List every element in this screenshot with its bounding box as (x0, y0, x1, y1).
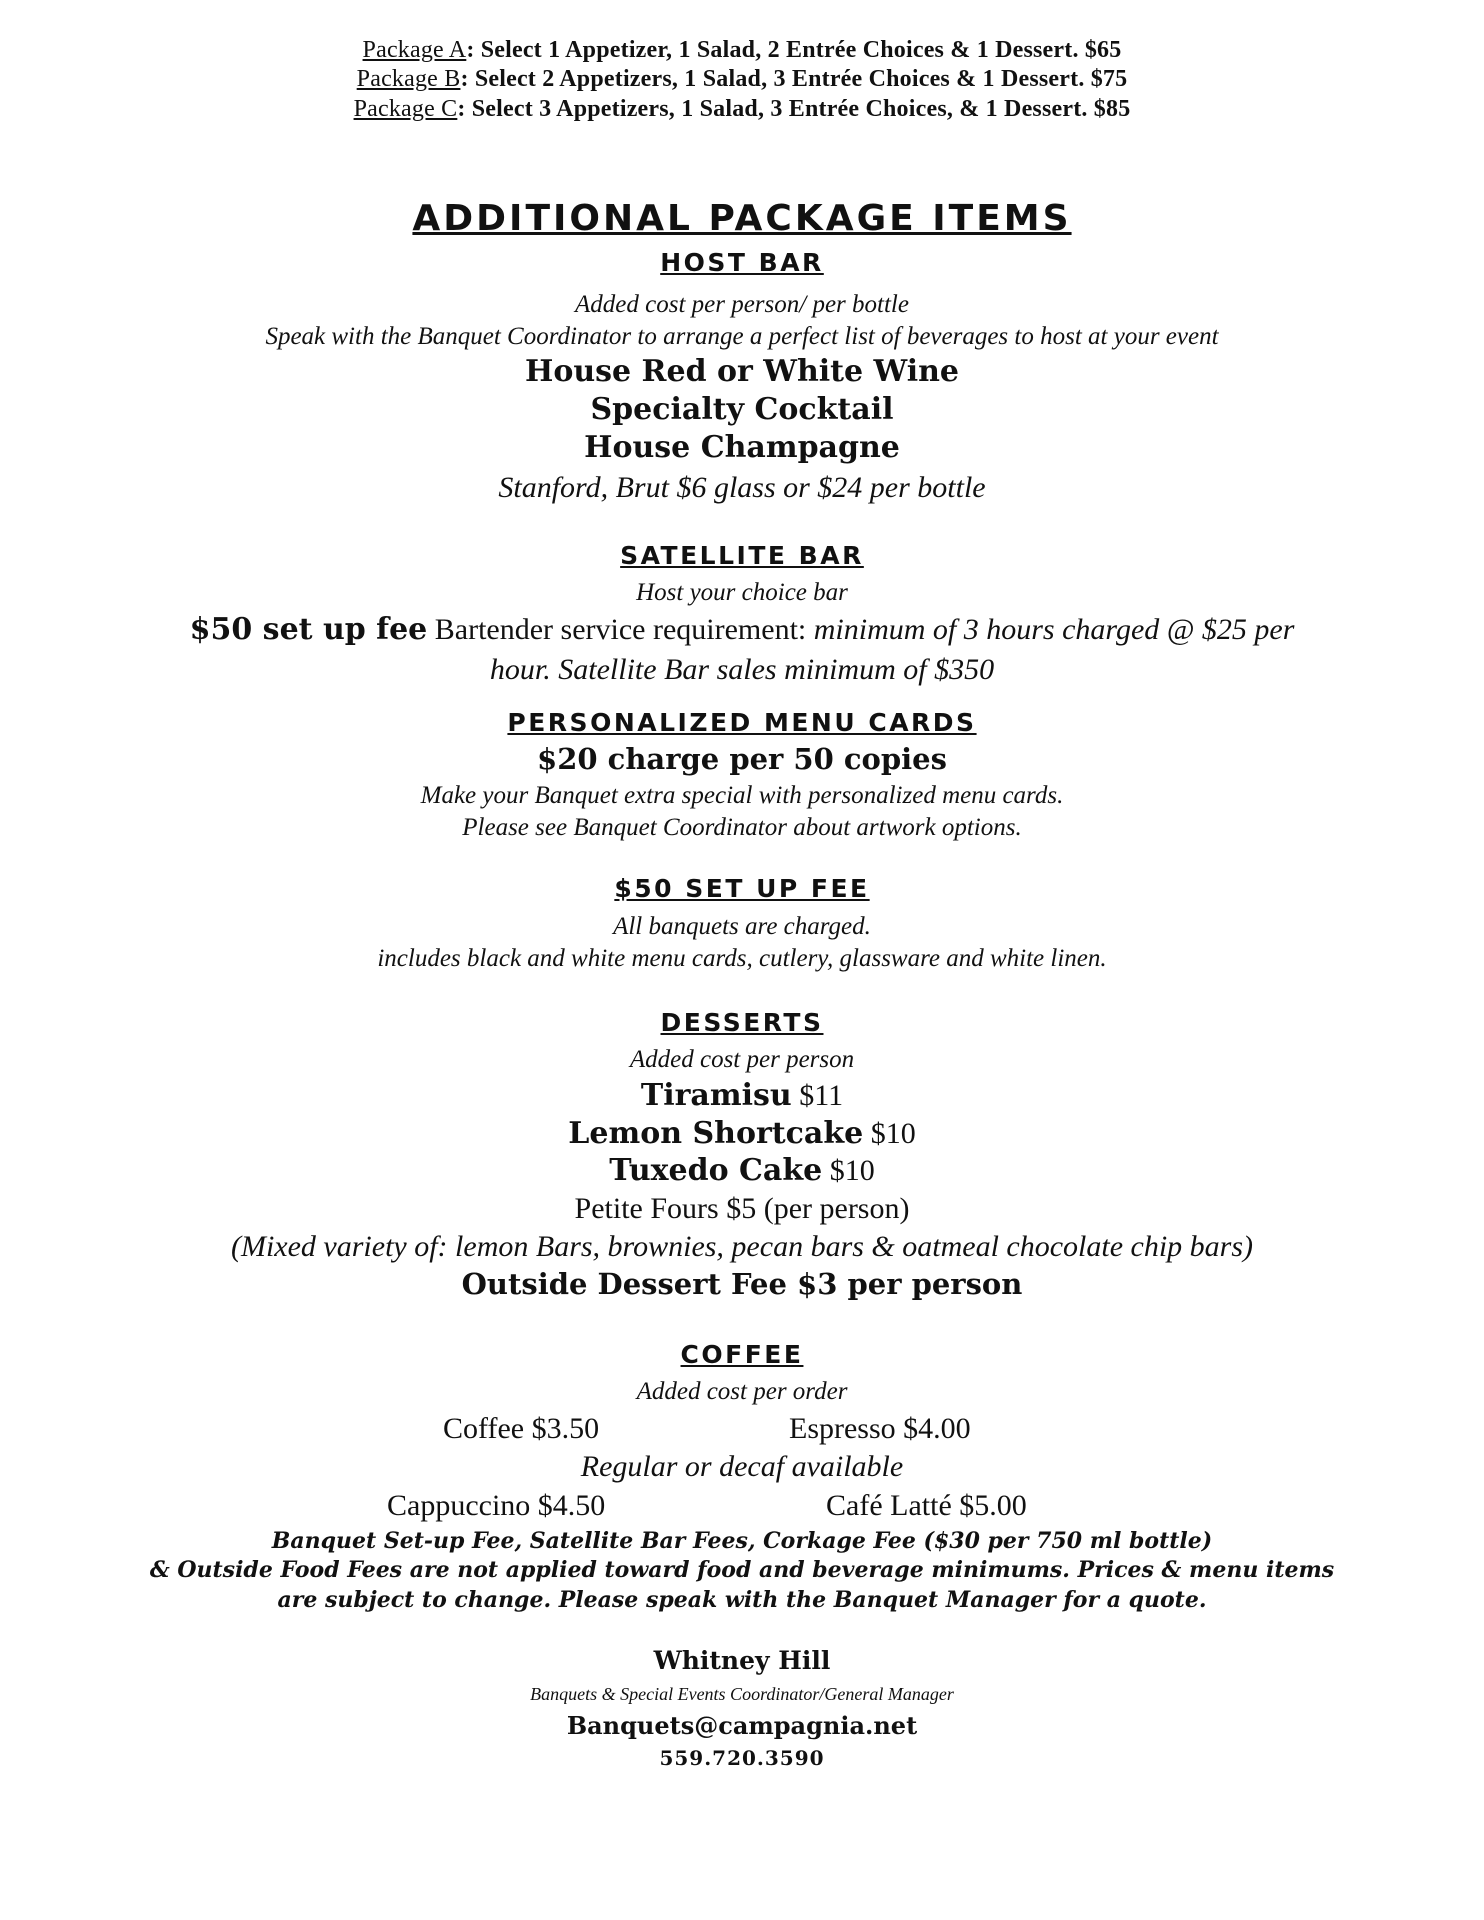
satellite-bar-fee-italic: minimum of 3 hours charged @ $25 per (813, 613, 1295, 646)
contact-phone: 559.720.3590 (659, 1746, 825, 1770)
package-a-desc: : Select 1 Appetizer, 1 Salad, 2 Entrée Choices & 1 Dessert. $65 (466, 37, 1122, 63)
coffee-note: Added cost per order (636, 1378, 848, 1405)
dessert-price: $11 (791, 1079, 844, 1112)
dessert-item-tiramisu (0, 1080, 1484, 1112)
dessert-item-tuxedo-cake (0, 1155, 1484, 1187)
satellite-bar-fee-bold: $50 set up fee (189, 612, 428, 647)
satellite-bar-note: Host your choice bar (636, 579, 848, 606)
package-c-desc: : Select 3 Appetizers, 1 Salad, 3 Entrée Choices, & 1 Dessert. $85 (457, 96, 1131, 122)
desserts-heading: DESSERTS (660, 1008, 824, 1037)
package-a-line (0, 38, 1484, 63)
setup-fee-heading: $50 SET UP FEE (614, 874, 870, 903)
setup-fee-note-2: includes black and white menu cards, cutlery, glassware and white linen. (377, 945, 1107, 972)
host-bar-item-wine: House Red or White Wine (524, 354, 960, 389)
menu-cards-note-2: Please see Banquet Coordinator about artwork options. (462, 814, 1022, 841)
package-c-line (0, 97, 1484, 122)
contact-name: Whitney Hill (653, 1646, 831, 1675)
satellite-bar-fee-line (0, 614, 1484, 646)
dessert-item-lemon-shortcake (0, 1118, 1484, 1150)
menu-cards-charge: $20 charge per 50 copies (537, 742, 947, 776)
satellite-bar-heading: SATELLITE BAR (620, 541, 864, 570)
package-a-name: Package A (362, 37, 467, 63)
host-bar-item-champagne: House Champagne (584, 430, 900, 465)
host-bar-note-2: Speak with the Banquet Coordinator to arrange a perfect list of beverages to host at your event (265, 323, 1219, 350)
fine-print-line-3: are subject to change. Please speak with the Banquet Manager for a quote. (277, 1587, 1207, 1613)
decaf-note: Regular or decaf available (580, 1450, 904, 1483)
host-bar-item-cocktail: Specialty Cocktail (590, 392, 894, 427)
fine-print-line-2: & Outside Food Fees are not applied toward food and beverage minimums. Prices & menu items (149, 1557, 1335, 1583)
satellite-bar-line-2: hour. Satellite Bar sales minimum of $350 (489, 653, 995, 686)
dessert-name: Lemon Shortcake (568, 1116, 864, 1151)
package-b-line (0, 67, 1484, 92)
petite-fours-mix: (Mixed variety of: lemon Bars, brownies, pecan bars & oatmeal chocolate chip bars) (230, 1230, 1254, 1263)
dessert-price: $10 (822, 1154, 875, 1187)
contact-email[interactable]: Banquets@campagnia.net (566, 1711, 918, 1740)
contact-role: Banquets & Special Events Coordinator/General Manager (530, 1684, 954, 1704)
espresso-price: Espresso $4.00 (789, 1412, 971, 1445)
dessert-name: Tiramisu (640, 1078, 792, 1113)
dessert-name: Tuxedo Cake (609, 1153, 823, 1188)
cappuccino-price: Cappuccino $4.50 (387, 1489, 606, 1522)
package-b-desc: : Select 2 Appetizers, 1 Salad, 3 Entrée Choices & 1 Dessert. $75 (460, 66, 1128, 92)
petite-fours: Petite Fours $5 (per person) (574, 1192, 910, 1225)
menu-cards-note-1: Make your Banquet extra special with personalized menu cards. (420, 782, 1064, 809)
outside-dessert-fee: Outside Dessert Fee $3 per person (461, 1267, 1023, 1301)
satellite-bar-fee-plain: Bartender service requirement: (427, 613, 814, 646)
host-bar-note-1: Added cost per person/ per bottle (575, 291, 909, 318)
package-b-name: Package B (356, 66, 461, 92)
dessert-price: $10 (863, 1117, 916, 1150)
fine-print-line-1: Banquet Set-up Fee, Satellite Bar Fees, Corkage Fee ($30 per 750 ml bottle) (271, 1528, 1213, 1554)
desserts-note: Added cost per person (629, 1046, 855, 1073)
setup-fee-note-1: All banquets are charged. (613, 913, 871, 940)
menu-cards-heading: PERSONALIZED MENU CARDS (507, 708, 977, 737)
coffee-heading: COFFEE (680, 1340, 804, 1369)
champagne-detail: Stanford, Brut $6 glass or $24 per bottle (498, 471, 986, 504)
main-heading: ADDITIONAL PACKAGE ITEMS (412, 198, 1072, 239)
coffee-price: Coffee $3.50 (443, 1412, 600, 1445)
latte-price: Café Latté $5.00 (826, 1489, 1027, 1522)
package-c-name: Package C (353, 96, 458, 122)
host-bar-heading: HOST BAR (660, 248, 824, 277)
